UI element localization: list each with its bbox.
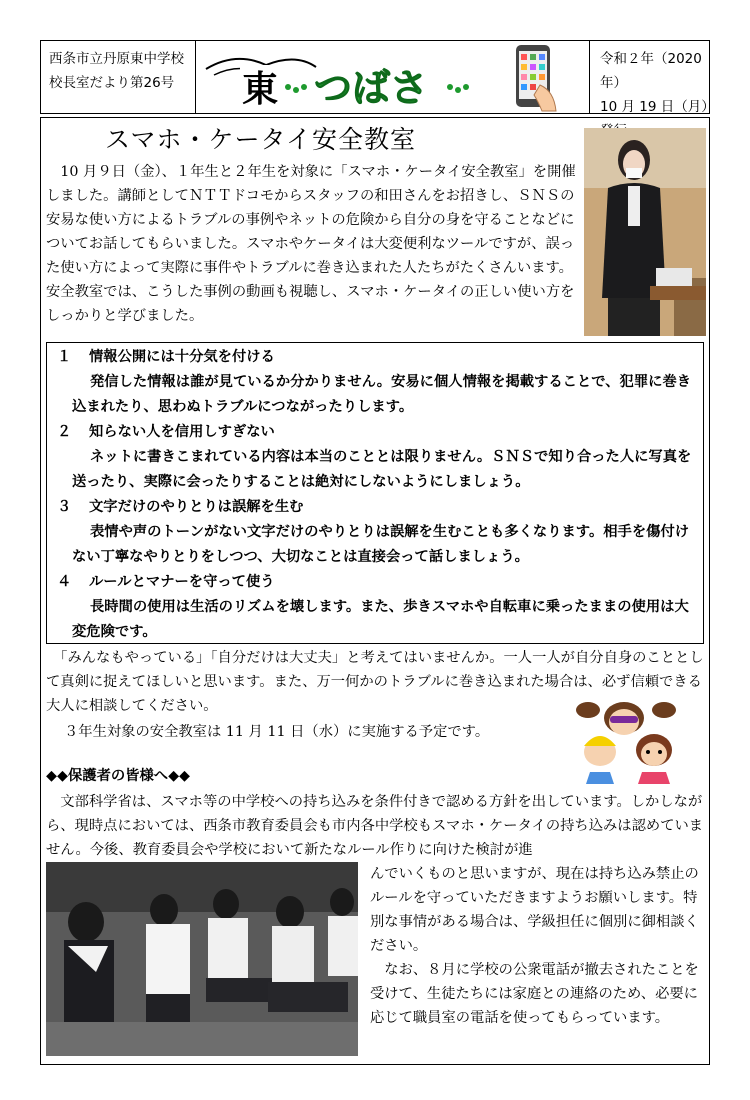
closing-paragraph: 「みんなもやっている」「自分だけは大丈夫」と考えてはいませんか。一人一人が自分自身のこととして真剣に捉えてほしいと思います。また、万一何かのトラブルに巻き込まれた場合は、必ず信頼できる大人に相談してください。 — [46, 650, 704, 714]
article-title: スマホ・ケータイ安全教室 — [105, 125, 417, 154]
point-heading: １ 情報公開には十分気を付ける — [57, 349, 275, 365]
header-right — [589, 41, 709, 113]
parents-paragraph-1: 文部科学省は、スマホ等の中学校への持ち込みを条件付きで認める方針を出しています。しかしながら、現時点においては、西条市教育委員会も市内各中学校もスマホ・ケータイの持ち込みは認めていません。今後、教育委員会や学校において新たなルール作りに向けた検討が進 — [46, 794, 704, 858]
dots-left — [285, 84, 307, 93]
point-body: 表情や声のトーンがない文字だけのやりとりは誤解を生むことも多くなります。相手を傷付けない丁寧なやりとりをしつつ、大切なことは直接会って話しましょう。 — [72, 524, 690, 565]
grade3-notice: ３年生対象の安全教室は 11 月 11 日（水）に実施する予定です。 — [64, 724, 490, 740]
dots-right — [447, 84, 469, 93]
title-kanji: 東 — [242, 69, 279, 110]
parents-paragraph-2: んでいくものと思いますが、現在は持ち込み禁止のルールを守っていただきますようお願いします。特別な事情がある場合は、学級担任に個別に御相談ください。 なお、８月に学校の公衆電話が撤去されたことを受けて、生徒たちには家庭との連絡のため、必要に応じて職員室の電話を使ってもらっています。 — [370, 866, 699, 1026]
newsletter-header — [40, 40, 710, 114]
header-left — [41, 41, 196, 113]
kids-illustration — [568, 692, 700, 784]
school-name: 西条市立丹原東中学校 — [49, 51, 184, 67]
point-heading: ２ 知らない人を信用しすぎない — [57, 424, 275, 440]
title-kana: つばさ — [314, 66, 429, 110]
point-body: 長時間の使用は生活のリズムを壊します。また、歩きスマホや自転車に乗ったままの使用は大変危険です。 — [72, 599, 689, 640]
masthead — [196, 41, 591, 113]
masthead-logo — [196, 41, 591, 113]
intro-paragraph: 10 月９日（金）、１年生と２年生を対象に「スマホ・ケータイ安全教室」を開催しました。講師としてＮＴＴドコモからスタッフの和田さんをお招きし、ＳＮＳの安易な使い方によるトラブルの事例やネットの危険から自分の身を守ることなどについてお話してもらいました。スマホやケータイは大変便利なツールですが、誤った使い方によって実際に事件やトラブルに巻き込まれた人たちがたくさんいます。安全教室では、こうした事例の動画も視聴し、スマホ・ケータイの正しい使い方をしっかりと学びました。 — [46, 164, 576, 324]
newsletter-number: 校長室だより第26号 — [49, 75, 175, 91]
era-year: 令和２年（2020年） — [600, 51, 702, 91]
point-heading: ４ ルールとマナーを守って使う — [57, 574, 275, 590]
smartphone-icon — [516, 45, 556, 111]
students-photo — [46, 862, 358, 1056]
point-heading: ３ 文字だけのやりとりは誤解を生む — [57, 499, 304, 515]
point-body: 発信した情報は誰が見ているか分かりません。安易に個人情報を掲載することで、犯罪に巻き込まれたり、思わぬトラブルにつながったりします。 — [72, 374, 692, 415]
issue-date: 10 月 19 日（月） — [600, 99, 708, 115]
instructor-photo — [584, 128, 706, 336]
parents-heading: ◆◆保護者の皆様へ◆◆ — [46, 768, 191, 784]
point-body: ネットに書きこまれている内容は本当のこととは限りません。ＳＮＳで知り合った人に写真を送ったり、実際に会ったりすることは絶対にしないようにしましょう。 — [72, 449, 692, 490]
